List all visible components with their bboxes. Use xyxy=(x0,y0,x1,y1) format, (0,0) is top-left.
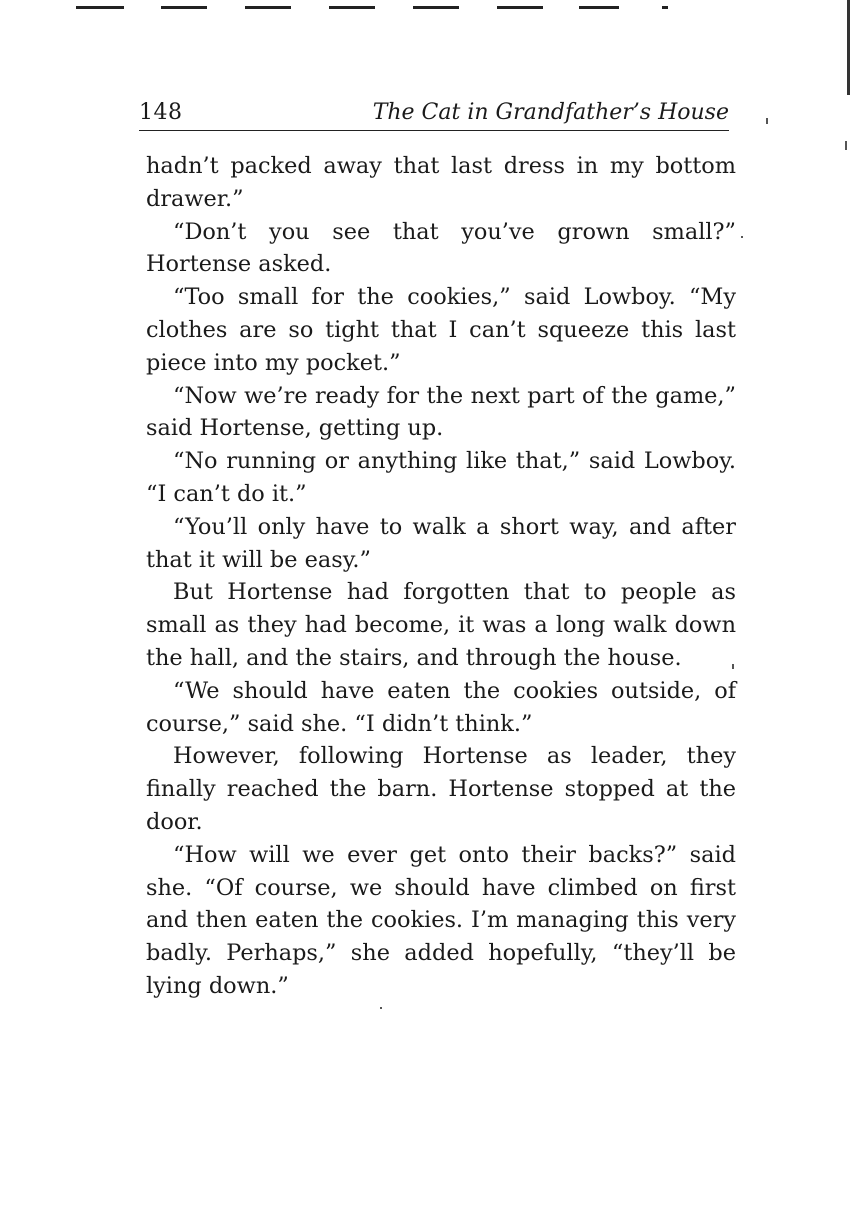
right-edge-mark xyxy=(847,0,850,95)
edge-mark xyxy=(662,6,668,9)
top-edge-marks xyxy=(0,0,858,14)
edge-mark xyxy=(245,6,291,9)
paragraph: “We should have eaten the cookies outside, of course,” said she. “I didn’t think.” xyxy=(146,677,736,737)
scan-speck xyxy=(741,236,743,238)
edge-mark xyxy=(76,6,124,9)
paragraph: “No running or anything like that,” said Lowboy. “I can’t do it.” xyxy=(146,448,736,507)
paragraph: “How will we ever get onto their backs?” said she. “Of course, we should have climbed on first and then eaten the cookies. I’m managing this very badly. Perhaps,” she added hopefully, “they’ll be lying down.” xyxy=(146,841,736,999)
scan-speck xyxy=(845,141,847,150)
edge-mark xyxy=(329,6,375,9)
paragraph: However, following Hortense as leader, they finally reached the barn. Hortense stopped at the door. xyxy=(146,743,736,835)
body-text xyxy=(146,150,736,1003)
paragraph: “Don’t you see that you’ve grown small?” Hortense asked. xyxy=(146,218,736,278)
page-header xyxy=(139,96,729,131)
paragraph: “You’ll only have to walk a short way, and after that it will be easy.” xyxy=(146,513,736,573)
paragraph: “Now we’re ready for the next part of the game,” said Hortense, getting up. xyxy=(146,382,736,442)
edge-mark xyxy=(161,6,207,9)
running-title: The Cat in Grandfather’s House xyxy=(372,100,729,125)
scan-speck xyxy=(380,1007,382,1009)
edge-mark xyxy=(497,6,543,9)
edge-mark xyxy=(579,6,619,9)
scan-speck xyxy=(766,118,768,124)
page-number: 148 xyxy=(139,100,183,125)
paragraph: But Hortense had forgotten that to people as small as they had become, it was a long walk down the hall, and the stairs, and through the house. xyxy=(146,579,736,671)
paragraph: “Too small for the cookies,” said Lowboy. “My clothes are so tight that I can’t squeeze this last piece into my pocket.” xyxy=(146,284,736,376)
paragraph: hadn’t packed away that last dress in my bottom drawer.” xyxy=(146,153,736,212)
edge-mark xyxy=(413,6,459,9)
